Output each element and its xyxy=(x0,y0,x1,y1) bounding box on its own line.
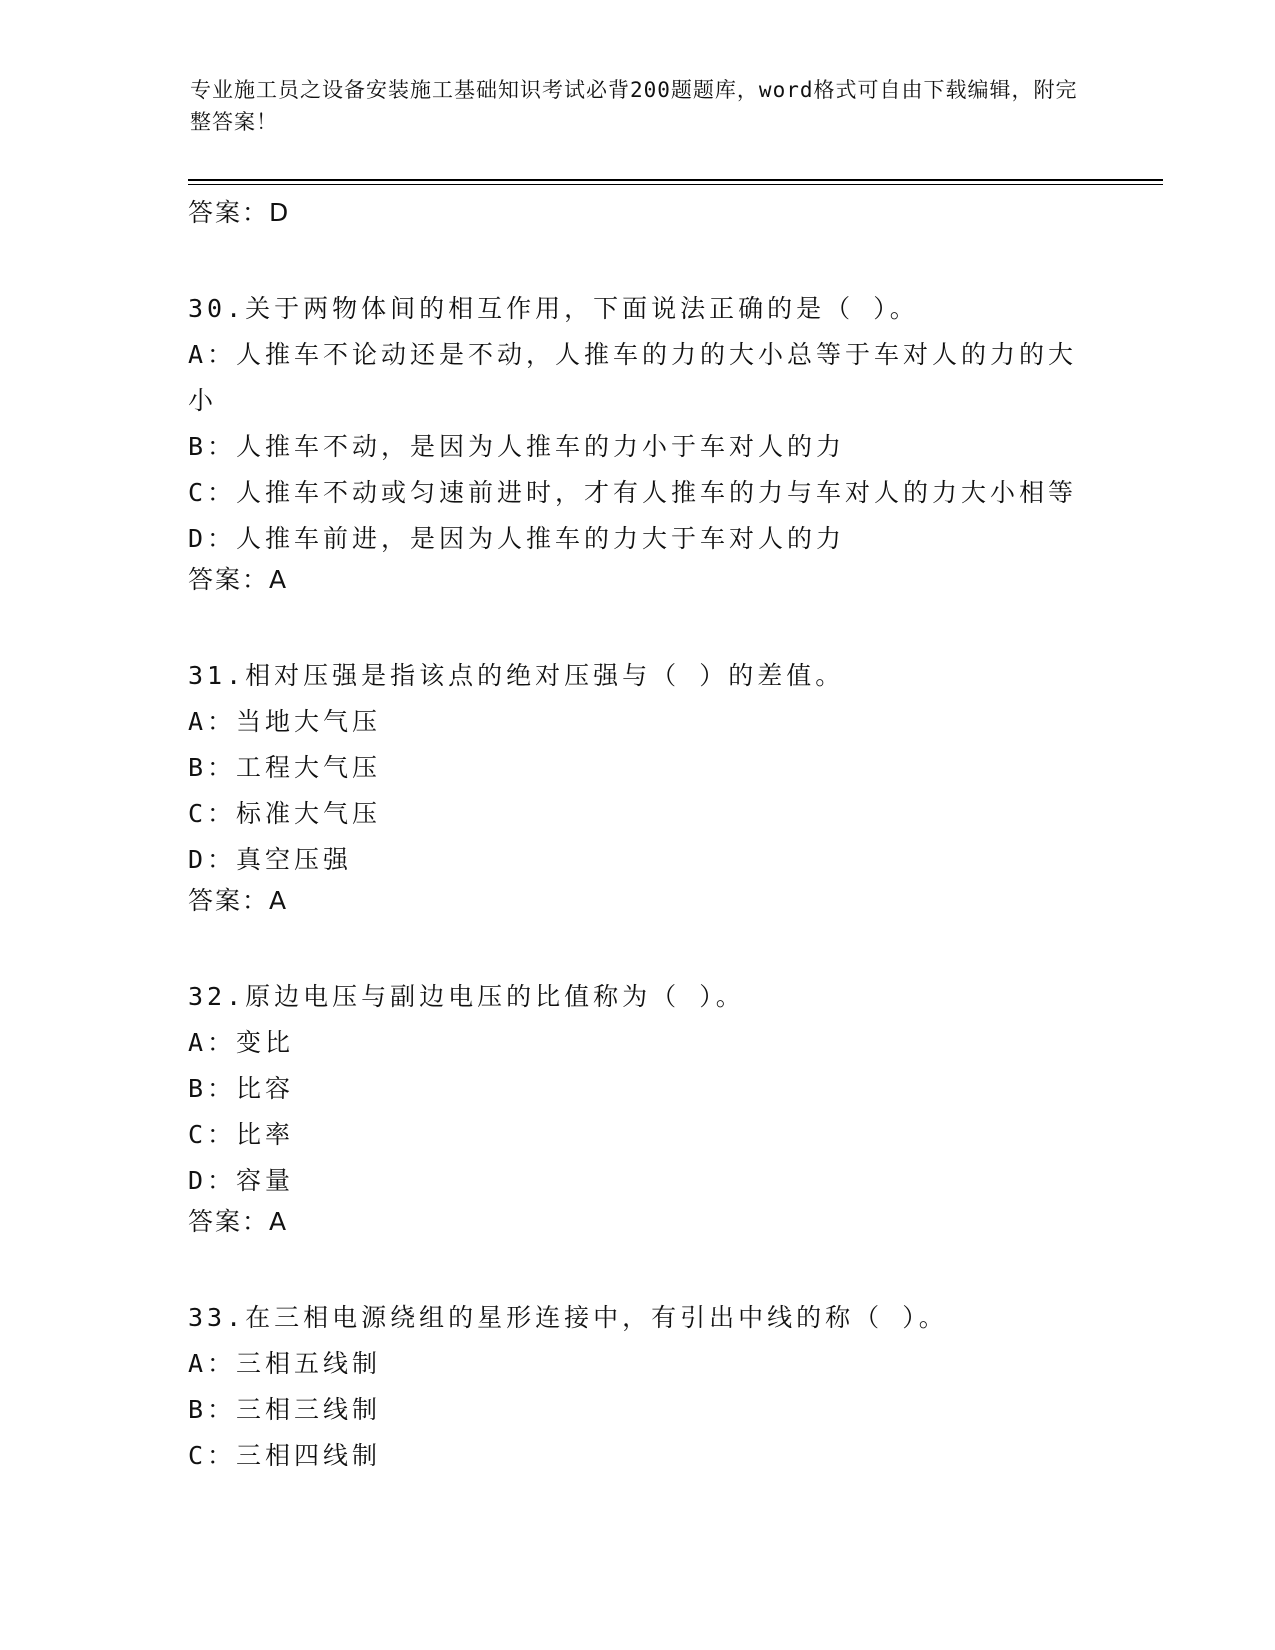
option-c: C：比率 xyxy=(188,1120,295,1149)
header-divider-thin xyxy=(188,184,1163,185)
option-a: A：人推车不论动还是不动，人推车的力的大小总等于车对人的力的大小 xyxy=(188,340,1078,415)
option-d: D：容量 xyxy=(188,1166,295,1195)
option-c: C：人推车不动或匀速前进时，才有人推车的力与车对人的力大小相等 xyxy=(188,478,1078,507)
option-a: A：三相五线制 xyxy=(188,1349,382,1378)
answer-line: 答案：A xyxy=(188,565,289,594)
option-a: A：当地大气压 xyxy=(188,707,382,736)
option-a: A：变比 xyxy=(188,1028,295,1057)
option-b: B：三相三线制 xyxy=(188,1395,382,1424)
answer-line: 答案：A xyxy=(188,886,289,915)
answer-line: 答案：D xyxy=(188,198,291,227)
option-b: B：工程大气压 xyxy=(188,753,382,782)
question-stem: 31.相对压强是指该点的绝对压强与（ ）的差值。 xyxy=(188,661,845,690)
option-c: C：标准大气压 xyxy=(188,799,382,828)
question-stem: 30.关于两物体间的相互作用，下面说法正确的是（ ）。 xyxy=(188,294,919,323)
question-stem: 32.原边电压与副边电压的比值称为（ ）。 xyxy=(188,982,745,1011)
option-b: B：人推车不动，是因为人推车的力小于车对人的力 xyxy=(188,432,846,461)
question-stem: 33.在三相电源绕组的星形连接中，有引出中线的称（ ）。 xyxy=(188,1303,948,1332)
question-block xyxy=(188,286,1088,608)
header-divider xyxy=(188,179,1163,181)
page-header: 专业施工员之设备安装施工基础知识考试必背200题题库，word格式可自由下载编辑，附完整答案！ xyxy=(190,78,1078,134)
option-d: D：真空压强 xyxy=(188,845,353,874)
question-block xyxy=(188,974,1088,1250)
option-b: B：比容 xyxy=(188,1074,295,1103)
option-d: D：人推车前进，是因为人推车的力大于车对人的力 xyxy=(188,524,846,553)
question-block xyxy=(188,653,1088,929)
question-list xyxy=(188,195,1088,1479)
question-block xyxy=(188,1295,1088,1479)
option-c: C：三相四线制 xyxy=(188,1441,382,1470)
answer-line: 答案：A xyxy=(188,1207,289,1236)
